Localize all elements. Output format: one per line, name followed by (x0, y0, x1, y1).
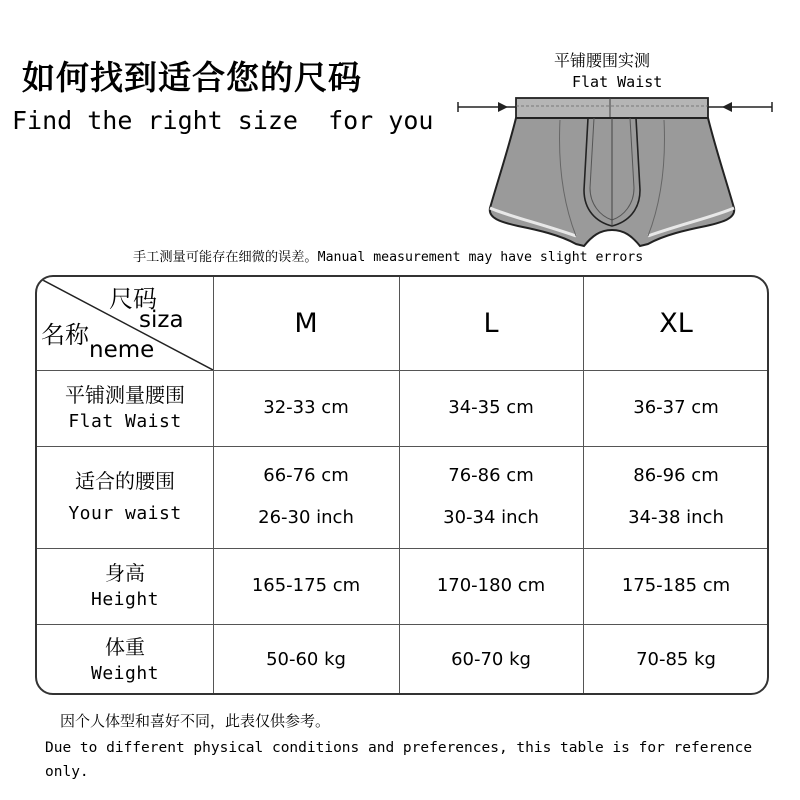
corner-name-en: neme (89, 337, 155, 363)
row-label-cn: 身高 (105, 561, 145, 585)
cell-value: 60-70 kg (451, 648, 531, 670)
title-chinese: 如何找到适合您的尺码 (22, 58, 362, 97)
row-label-flat-waist (37, 370, 213, 446)
cell-value: 32-33 cm (263, 397, 349, 418)
table-cell (213, 548, 399, 624)
table-cell (399, 370, 583, 446)
row-label-cn: 体重 (105, 634, 145, 659)
size-header-l: L (483, 308, 499, 339)
row-label-cn: 平铺测量腰围 (65, 383, 185, 407)
corner-size-en: siza (139, 307, 184, 333)
cell-value: 34-35 cm (448, 397, 534, 418)
cell-value: 170-180 cm (436, 575, 546, 596)
cell-value: 175-185 cm (621, 575, 731, 596)
table-cell (399, 624, 583, 695)
cell-value: 70-85 kg (636, 648, 716, 670)
cell-value: 26-30 inch (258, 507, 354, 528)
title-english: Find the right size for you (12, 106, 434, 135)
corner-header-cell (37, 277, 213, 370)
table-cell (399, 548, 583, 624)
disclaimer-chinese: 因个人体型和喜好不同，此表仅供参考。 (60, 712, 331, 730)
boxer-briefs-icon (450, 40, 780, 250)
cell-value: 165-175 cm (251, 575, 361, 596)
row-label-en: Weight (90, 662, 160, 684)
row-label-weight (37, 624, 213, 695)
table-cell (213, 446, 399, 548)
disclaimer-english: Due to different physical conditions and preferences, this table is for reference only. (45, 740, 753, 780)
cell-value: 66-76 cm (263, 465, 349, 486)
cell-value: 34-38 inch (628, 507, 724, 528)
table-cell (213, 624, 399, 695)
flat-waist-label-english: Flat Waist (572, 73, 663, 91)
table-cell (583, 548, 769, 624)
size-header-xl: XL (659, 308, 693, 339)
row-label-en: Height (90, 589, 160, 610)
cell-value: 76-86 cm (448, 465, 534, 486)
cell-value: 36-37 cm (633, 397, 719, 418)
row-label-your-waist (37, 446, 213, 548)
row-label-en: Your waist (68, 503, 182, 524)
measurement-error-note: 手工测量可能存在细微的误差。Manual measurement may have slight errors (133, 250, 644, 265)
row-label-height (37, 548, 213, 624)
cell-value: 86-96 cm (633, 465, 719, 486)
cell-value: 50-60 kg (266, 648, 346, 670)
table-cell (213, 370, 399, 446)
table-cell (583, 370, 769, 446)
table-cell (399, 446, 583, 548)
table-cell (583, 624, 769, 695)
size-table (35, 275, 769, 695)
cell-value: 30-34 inch (443, 507, 539, 528)
flat-waist-label-chinese: 平铺腰围实测 (554, 51, 651, 70)
row-label-cn: 适合的腰围 (75, 469, 175, 493)
size-header-m: M (294, 308, 318, 339)
corner-name-cn: 名称 (41, 321, 89, 349)
corner-size-cn: 尺码 (109, 285, 157, 313)
row-label-en: Flat Waist (68, 411, 182, 432)
table-cell (583, 446, 769, 548)
